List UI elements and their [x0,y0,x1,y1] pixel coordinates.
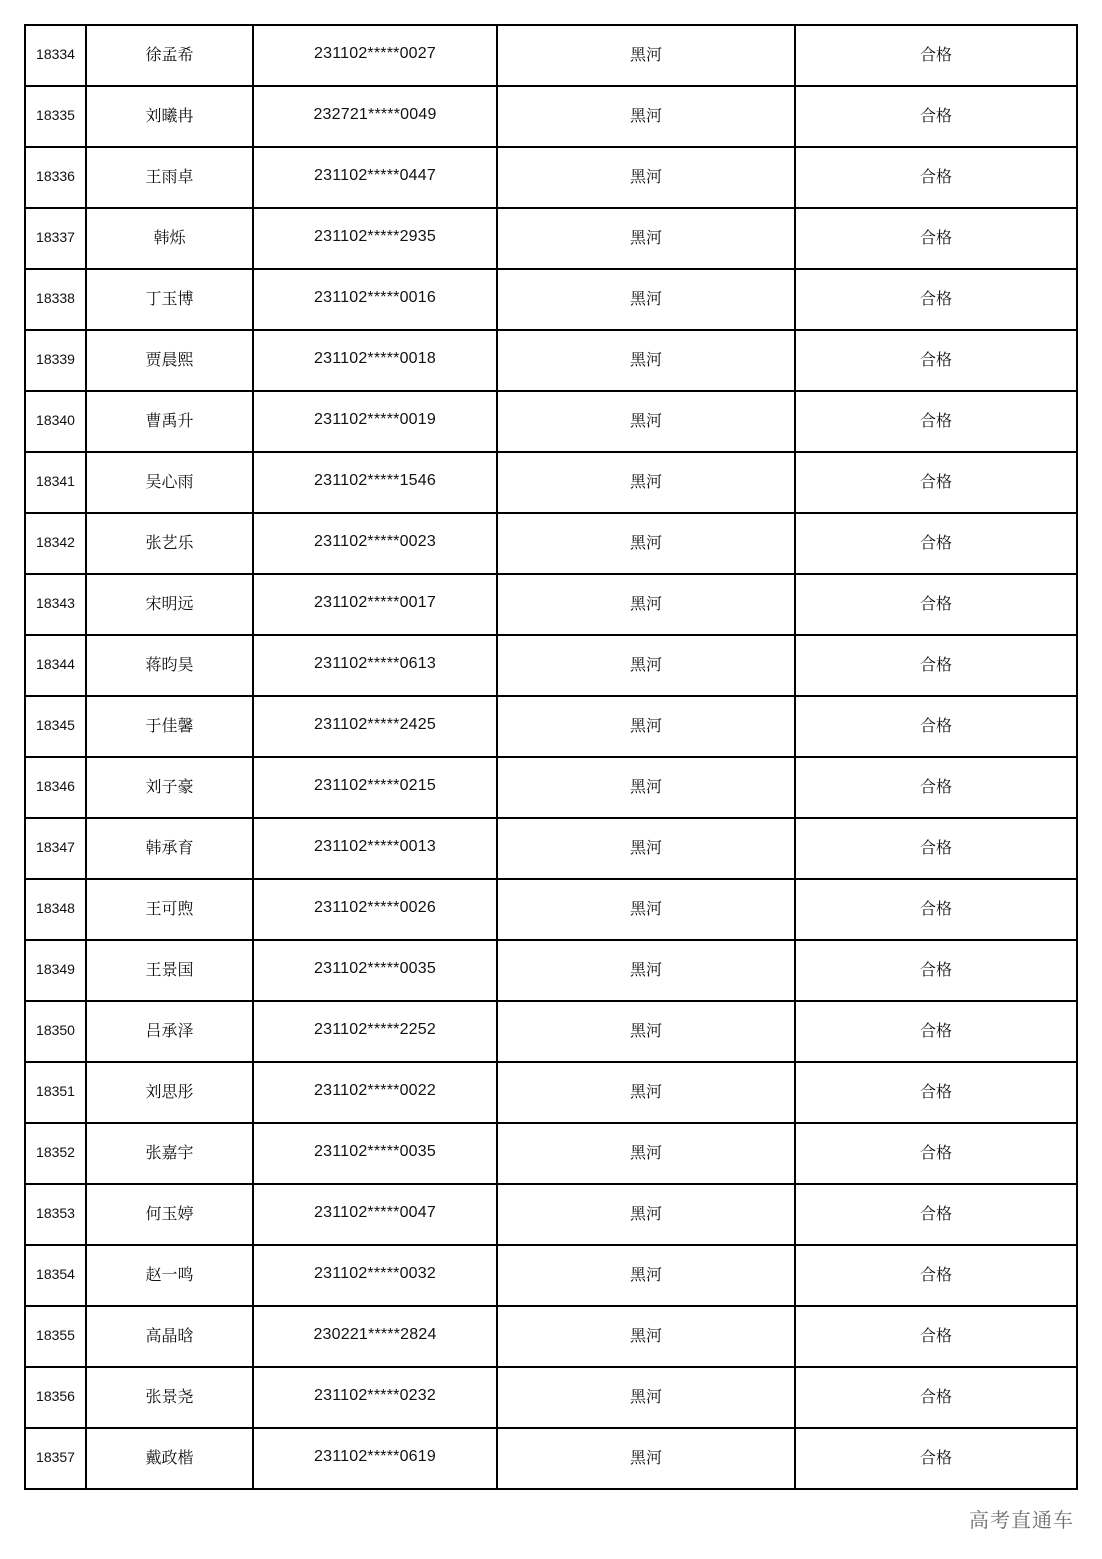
region-cell-text: 黑河 [629,716,662,735]
table-row [25,1001,1077,1062]
sequence-number-cell [25,574,86,635]
sequence-number-cell [25,330,86,391]
result-cell [795,513,1077,574]
candidate-name-cell [86,86,253,147]
region-cell [497,391,795,452]
table-row [25,147,1077,208]
candidate-name-cell-text: 韩烁 [153,228,186,247]
candidate-name-cell-text: 丁玉博 [145,289,194,308]
region-cell [497,940,795,1001]
table-row [25,1428,1077,1489]
candidate-name-cell [86,1367,253,1428]
result-cell-text: 合格 [919,594,952,613]
result-cell [795,1062,1077,1123]
result-cell [795,452,1077,513]
id-number-cell-text: 231102*****0232 [314,1386,436,1404]
table-row [25,1367,1077,1428]
candidate-name-cell-text: 王景国 [145,960,194,979]
candidate-name-cell-text: 吴心雨 [145,472,194,491]
region-cell [497,574,795,635]
sequence-number-cell [25,879,86,940]
result-cell-text: 合格 [919,411,952,430]
sequence-number-cell-text: 18352 [36,1143,75,1160]
result-cell-text: 合格 [919,1387,952,1406]
candidate-name-cell [86,1062,253,1123]
region-cell [497,1184,795,1245]
result-cell [795,208,1077,269]
id-number-cell-text: 231102*****0027 [314,44,436,62]
candidate-name-cell [86,269,253,330]
result-cell-text: 合格 [919,716,952,735]
candidate-name-cell-text: 赵一鸣 [145,1265,194,1284]
sequence-number-cell-text: 18337 [36,228,75,245]
region-cell [497,1062,795,1123]
table-row [25,1245,1077,1306]
candidate-name-cell-text: 吕承泽 [145,1021,194,1040]
candidate-name-cell-text: 贾晨熙 [145,350,194,369]
result-cell [795,1428,1077,1489]
result-cell-text: 合格 [919,1021,952,1040]
id-number-cell [253,452,497,513]
region-cell [497,1245,795,1306]
result-cell [795,757,1077,818]
id-number-cell [253,269,497,330]
sequence-number-cell [25,452,86,513]
id-number-cell [253,1306,497,1367]
region-cell-text: 黑河 [629,899,662,918]
id-number-cell [253,513,497,574]
candidate-name-cell [86,25,253,86]
candidate-name-cell [86,1306,253,1367]
result-cell-text: 合格 [919,655,952,674]
sequence-number-cell [25,1062,86,1123]
sequence-number-cell-text: 18340 [36,411,75,428]
region-cell-text: 黑河 [629,350,662,369]
region-cell-text: 黑河 [629,960,662,979]
region-cell [497,452,795,513]
id-number-cell-text: 231102*****0032 [314,1264,436,1282]
id-number-cell [253,330,497,391]
region-cell-text: 黑河 [629,1021,662,1040]
sequence-number-cell [25,147,86,208]
result-cell [795,574,1077,635]
table-row [25,1123,1077,1184]
result-cell-text: 合格 [919,838,952,857]
result-cell [795,1184,1077,1245]
region-cell [497,208,795,269]
candidate-name-cell-text: 张艺乐 [145,533,194,552]
candidate-name-cell [86,757,253,818]
candidate-name-cell-text: 曹禹升 [145,411,194,430]
result-cell-text: 合格 [919,167,952,186]
candidate-name-cell [86,635,253,696]
result-cell-text: 合格 [919,777,952,796]
region-cell [497,1123,795,1184]
sequence-number-cell [25,1123,86,1184]
id-number-cell-text: 231102*****2425 [314,715,436,733]
sequence-number-cell [25,940,86,1001]
region-cell-text: 黑河 [629,289,662,308]
region-cell-text: 黑河 [629,228,662,247]
id-number-cell [253,879,497,940]
candidate-name-cell-text: 何玉婷 [145,1204,194,1223]
region-cell [497,879,795,940]
result-cell [795,696,1077,757]
id-number-cell-text: 231102*****0026 [314,898,436,916]
table-row [25,757,1077,818]
sequence-number-cell [25,269,86,330]
region-cell-text: 黑河 [629,838,662,857]
sequence-number-cell [25,513,86,574]
id-number-cell [253,696,497,757]
sequence-number-cell [25,818,86,879]
region-cell [497,269,795,330]
result-cell [795,269,1077,330]
result-cell-text: 合格 [919,960,952,979]
table-row [25,696,1077,757]
candidate-name-cell-text: 于佳馨 [145,716,194,735]
region-cell [497,757,795,818]
table-row [25,330,1077,391]
sequence-number-cell-text: 18338 [36,289,75,306]
sequence-number-cell [25,1367,86,1428]
region-cell [497,635,795,696]
sequence-number-cell-text: 18350 [36,1021,75,1038]
id-number-cell [253,1001,497,1062]
region-cell [497,1306,795,1367]
result-cell-text: 合格 [919,533,952,552]
sequence-number-cell-text: 18355 [36,1326,75,1343]
region-cell [497,1428,795,1489]
result-cell-text: 合格 [919,472,952,491]
candidate-name-cell [86,208,253,269]
region-cell [497,1001,795,1062]
sequence-number-cell-text: 18334 [36,45,75,62]
table-row [25,940,1077,1001]
table-row [25,86,1077,147]
sequence-number-cell-text: 18347 [36,838,75,855]
candidate-name-cell [86,818,253,879]
region-cell-text: 黑河 [629,655,662,674]
sequence-number-cell [25,208,86,269]
table-row [25,818,1077,879]
id-number-cell [253,1123,497,1184]
id-number-cell [253,757,497,818]
region-cell [497,818,795,879]
candidate-name-cell-text: 王可煦 [145,899,194,918]
region-cell [497,86,795,147]
sequence-number-cell-text: 18336 [36,167,75,184]
result-cell-text: 合格 [919,1448,952,1467]
roster-body [25,25,1077,1489]
id-number-cell [253,1184,497,1245]
result-cell [795,818,1077,879]
result-cell-text: 合格 [919,1326,952,1345]
table-row [25,269,1077,330]
candidate-name-cell-text: 王雨卓 [145,167,194,186]
region-cell-text: 黑河 [629,1448,662,1467]
candidate-name-cell-text: 徐孟希 [145,45,194,64]
region-cell [497,1367,795,1428]
id-number-cell-text: 231102*****0019 [314,410,436,428]
result-cell [795,1123,1077,1184]
candidate-name-cell [86,391,253,452]
watermark-text: 高考直通车 [969,1504,1074,1533]
table-row [25,391,1077,452]
result-cell [795,147,1077,208]
id-number-cell-text: 231102*****0447 [314,166,436,184]
result-cell [795,1306,1077,1367]
sequence-number-cell [25,86,86,147]
sequence-number-cell-text: 18351 [36,1082,75,1099]
table-row [25,879,1077,940]
sequence-number-cell-text: 18345 [36,716,75,733]
candidate-name-cell-text: 刘子豪 [145,777,194,796]
region-cell-text: 黑河 [629,411,662,430]
candidate-name-cell [86,940,253,1001]
sequence-number-cell-text: 18356 [36,1387,75,1404]
id-number-cell-text: 231102*****0023 [314,532,436,550]
sequence-number-cell-text: 18335 [36,106,75,123]
candidate-name-cell [86,513,253,574]
id-number-cell-text: 231102*****0613 [314,654,436,672]
candidate-name-cell [86,574,253,635]
candidate-name-cell-text: 蒋昀昊 [145,655,194,674]
region-cell-text: 黑河 [629,533,662,552]
candidate-name-cell-text: 刘思彤 [145,1082,194,1101]
candidate-name-cell [86,879,253,940]
id-number-cell-text: 231102*****0017 [314,593,436,611]
sequence-number-cell-text: 18353 [36,1204,75,1221]
result-cell-text: 合格 [919,1082,952,1101]
result-cell [795,1367,1077,1428]
id-number-cell [253,1367,497,1428]
sequence-number-cell [25,635,86,696]
id-number-cell-text: 230221*****2824 [313,1325,437,1343]
region-cell-text: 黑河 [629,1143,662,1162]
sequence-number-cell [25,1428,86,1489]
id-number-cell [253,635,497,696]
region-cell [497,25,795,86]
sequence-number-cell-text: 18339 [36,350,75,367]
candidate-name-cell-text: 戴政楷 [145,1448,194,1467]
sequence-number-cell [25,1001,86,1062]
region-cell-text: 黑河 [629,45,662,64]
candidate-name-cell [86,1123,253,1184]
sequence-number-cell-text: 18343 [36,594,75,611]
id-number-cell-text: 231102*****0013 [314,837,436,855]
region-cell-text: 黑河 [629,594,662,613]
sequence-number-cell [25,1184,86,1245]
region-cell [497,147,795,208]
id-number-cell-text: 231102*****0047 [314,1203,436,1221]
sequence-number-cell [25,757,86,818]
candidate-name-cell-text: 宋明远 [145,594,194,613]
id-number-cell-text: 231102*****0035 [314,959,436,977]
result-cell [795,1001,1077,1062]
table-row [25,452,1077,513]
region-cell-text: 黑河 [629,472,662,491]
id-number-cell [253,391,497,452]
table-row [25,635,1077,696]
result-cell [795,879,1077,940]
id-number-cell-text: 231102*****0619 [314,1447,436,1465]
candidate-name-cell-text: 张景尧 [145,1387,194,1406]
region-cell-text: 黑河 [629,1204,662,1223]
id-number-cell [253,25,497,86]
sequence-number-cell [25,25,86,86]
id-number-cell [253,574,497,635]
region-cell-text: 黑河 [629,1082,662,1101]
region-cell-text: 黑河 [629,1265,662,1284]
result-cell-text: 合格 [919,1204,952,1223]
candidate-name-cell-text: 韩承育 [145,838,194,857]
id-number-cell-text: 231102*****0035 [314,1142,436,1160]
roster-sheet [24,24,1076,1490]
region-cell [497,513,795,574]
table-row [25,208,1077,269]
id-number-cell-text: 231102*****2252 [314,1020,436,1038]
result-cell-text: 合格 [919,289,952,308]
id-number-cell [253,86,497,147]
result-cell-text: 合格 [919,106,952,125]
sequence-number-cell [25,1306,86,1367]
result-cell-text: 合格 [919,1143,952,1162]
result-cell [795,940,1077,1001]
sequence-number-cell-text: 18346 [36,777,75,794]
sequence-number-cell-text: 18344 [36,655,75,672]
candidate-name-cell [86,330,253,391]
id-number-cell-text: 231102*****0016 [314,288,436,306]
region-cell-text: 黑河 [629,167,662,186]
region-cell [497,330,795,391]
table-row [25,1062,1077,1123]
result-cell [795,635,1077,696]
result-cell-text: 合格 [919,350,952,369]
sequence-number-cell-text: 18342 [36,533,75,550]
region-cell-text: 黑河 [629,1387,662,1406]
id-number-cell [253,940,497,1001]
result-cell-text: 合格 [919,899,952,918]
table-row [25,1184,1077,1245]
sequence-number-cell-text: 18357 [36,1448,75,1465]
roster-table [24,24,1078,1490]
id-number-cell-text: 232721*****0049 [313,105,437,123]
id-number-cell [253,1245,497,1306]
candidate-name-cell-text: 刘曦冉 [145,106,194,125]
result-cell [795,86,1077,147]
region-cell-text: 黑河 [629,106,662,125]
sequence-number-cell [25,696,86,757]
id-number-cell [253,1428,497,1489]
table-row [25,513,1077,574]
table-row [25,25,1077,86]
result-cell [795,330,1077,391]
sequence-number-cell-text: 18348 [36,899,75,916]
result-cell [795,1245,1077,1306]
sequence-number-cell-text: 18349 [36,960,75,977]
id-number-cell [253,208,497,269]
id-number-cell-text: 231102*****0022 [314,1081,436,1099]
result-cell-text: 合格 [919,228,952,247]
result-cell [795,25,1077,86]
result-cell [795,391,1077,452]
region-cell [497,696,795,757]
candidate-name-cell [86,452,253,513]
sequence-number-cell-text: 18354 [36,1265,75,1282]
sequence-number-cell [25,391,86,452]
candidate-name-cell-text: 张嘉宇 [145,1143,194,1162]
table-row [25,1306,1077,1367]
id-number-cell-text: 231102*****1546 [314,471,436,489]
candidate-name-cell [86,1001,253,1062]
region-cell-text: 黑河 [629,1326,662,1345]
id-number-cell [253,1062,497,1123]
id-number-cell-text: 231102*****0018 [314,349,436,367]
sequence-number-cell-text: 18341 [36,472,75,489]
candidate-name-cell [86,1245,253,1306]
id-number-cell-text: 231102*****0215 [314,776,436,794]
candidate-name-cell-text: 高晶晗 [145,1326,194,1345]
candidate-name-cell [86,1184,253,1245]
region-cell-text: 黑河 [629,777,662,796]
sequence-number-cell [25,1245,86,1306]
id-number-cell [253,147,497,208]
result-cell-text: 合格 [919,1265,952,1284]
id-number-cell-text: 231102*****2935 [314,227,436,245]
candidate-name-cell [86,147,253,208]
table-row [25,574,1077,635]
result-cell-text: 合格 [919,45,952,64]
id-number-cell [253,818,497,879]
candidate-name-cell [86,696,253,757]
candidate-name-cell [86,1428,253,1489]
